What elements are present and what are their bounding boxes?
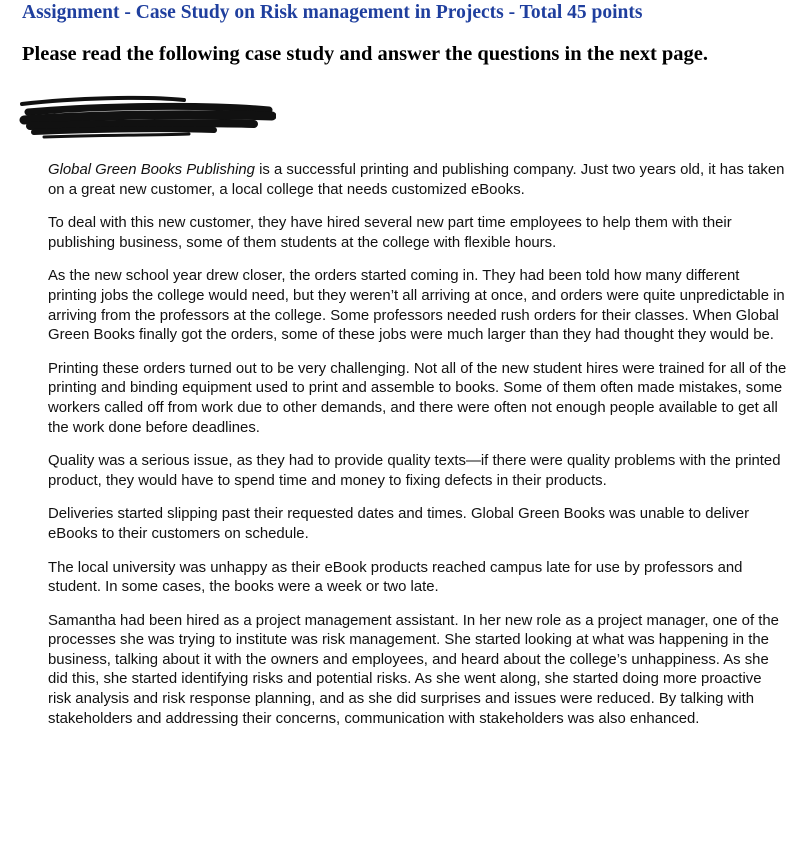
case-paragraph-8: Samantha had been hired as a project management assistant. In her new role as a project manager, one of the processes she was trying to institute was risk management. She started looking at what was happening in the business, talking about it with the owners and employees, and heard about the college’s unhappiness. As she did this, she started identifying risks and potential risks. As she went along, she started doing more proactive risk analysis and risk response planning, and as she did surprises and issues were reduced. By talking with stakeholders and addressing their concerns, communication with stakeholders was also enhanced. [48,612,779,727]
redaction-stroke [24,115,272,120]
case-paragraph-5: Quality was a serious issue, as they had to provide quality texts—if there were quality problems with the printed product, they would have to spend time and money to fixing defects in their products. [48,453,781,489]
assignment-title: Assignment - Case Study on Risk management in Projects - Total 45 points [22,2,643,23]
instructions-heading: Please read the following case study and answer the questions in the next page. [22,43,709,65]
redaction-stroke [44,134,189,137]
case-paragraph-7: The local university was unhappy as their eBook products reached campus late for use by professors and student. In some cases, the books were a week or two late. [48,559,743,596]
case-paragraph-1 [48,161,788,200]
redacted-scribble [14,94,276,142]
company-name: Global Green Books Publishing [48,162,255,178]
redaction-stroke [34,129,214,132]
case-study-body [48,161,788,743]
case-paragraph-1-text: is a successful printing and publishing company. Just two years old, it has taken on a great new customer, a local college that needs customized eBooks. [48,162,785,198]
case-paragraph-3: As the new school year drew closer, the orders started coming in. They had been told how many different printing jobs the college would need, but they weren’t all arriving at once, and orders were quite unpredictable in arriving from the professors at the college. Some professors needed rush orders for their classes. When Global Green Books finally got the orders, some of these jobs were much larger than they had thought they would be. [48,268,785,344]
case-paragraph-2: To deal with this new customer, they have hired several new part time employees to help them with their publishing business, some of them students at the college with flexible hours. [48,215,732,251]
case-paragraph-4: Printing these orders turned out to be very challenging. Not all of the new student hires were trained for all of the printing and binding equipment used to print and assemble to books. Some of them often made mistakes, some workers called off from work due to other demands, and there were often not enough people available to get all the work done before deadlines. [48,360,787,436]
case-paragraph-6: Deliveries started slipping past their requested dates and times. Global Green Books was unable to deliver eBooks to their customers on schedule. [48,506,750,542]
redaction-stroke [30,123,254,126]
redaction-strokes [22,98,272,137]
